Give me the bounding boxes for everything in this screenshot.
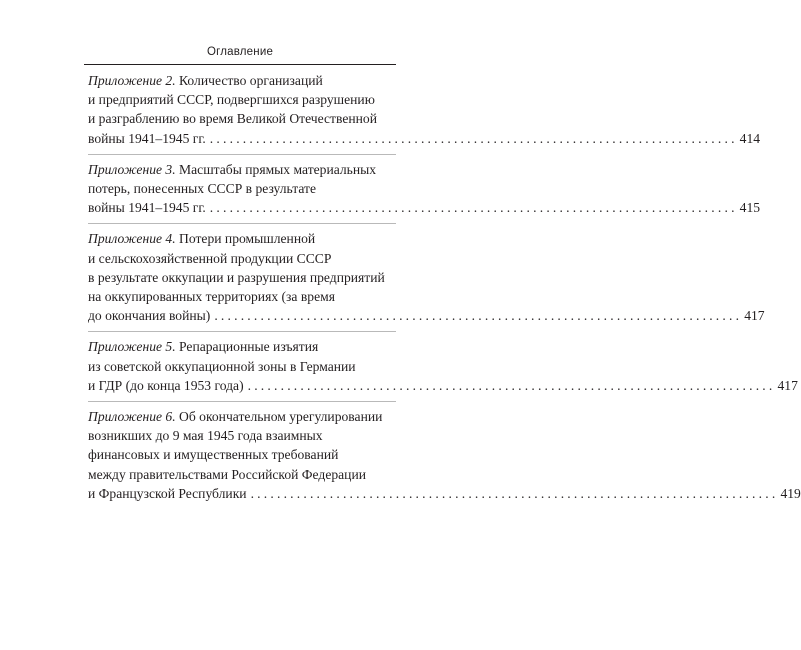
- page-number: 417: [744, 308, 765, 324]
- entry-line: и предприятий СССР, подвергшихся разрушению: [88, 92, 375, 108]
- entry-line: потерь, понесенных СССР в результате: [88, 181, 316, 197]
- entry-title-start: Масштабы прямых материальных: [175, 161, 377, 177]
- appendix-label: Приложение 5.: [88, 339, 176, 355]
- toc-entry-appendix-3[interactable]: [88, 154, 761, 224]
- entry-line: из советской оккупационной зоны в Германии: [88, 358, 356, 374]
- entry-title-end: войны 1941–1945 гг.: [88, 200, 206, 216]
- running-title: Оглавление: [206, 46, 274, 58]
- page-number: 417: [777, 377, 798, 393]
- entry-title-start: Количество организаций: [175, 73, 323, 88]
- entry-line: и разграблению во время Великой Отечественной: [88, 111, 377, 127]
- page-number: 419: [780, 485, 801, 501]
- entry-title-start: Репарационные изъятия: [175, 339, 319, 355]
- toc-entry-appendix-4[interactable]: [88, 223, 765, 331]
- entry-last-line: [88, 129, 761, 148]
- appendix-label: Приложение 3.: [88, 161, 176, 177]
- appendix-label: Приложение 6.: [88, 409, 176, 425]
- dot-leader: ................................................................................: [250, 485, 779, 501]
- header-rule: [84, 64, 396, 65]
- entry-title-end: до окончания войны): [88, 308, 211, 324]
- entry-title-start: Об окончательном урегулировании: [175, 409, 383, 425]
- dot-leader: ................................................................................: [214, 308, 743, 324]
- entry-line: финансовых и имущественных требований: [88, 447, 339, 463]
- entry-title-end: и Французской Республики: [88, 485, 247, 501]
- page-number: 415: [739, 200, 761, 216]
- entry-first-line: [88, 229, 396, 248]
- entry-last-line: [88, 376, 798, 395]
- toc-entry-appendix-6[interactable]: [88, 401, 801, 509]
- entry-title-end: войны 1941–1945 гг.: [88, 130, 206, 146]
- toc-entry-appendix-2[interactable]: [88, 70, 761, 154]
- entry-last-line: [88, 198, 761, 217]
- dot-leader: ................................................................................: [209, 200, 738, 216]
- appendix-label: Приложение 4.: [88, 231, 176, 247]
- entry-first-line: [88, 407, 396, 426]
- dot-leader: ................................................................................: [247, 377, 776, 393]
- entry-line: на оккупированных территориях (за время: [88, 289, 335, 305]
- page-number: 414: [739, 130, 761, 146]
- entry-title-start: Потери промышленной: [175, 231, 316, 247]
- table-of-contents: [88, 70, 801, 509]
- entry-first-line: [88, 160, 396, 179]
- dot-leader: ................................................................................: [209, 130, 738, 146]
- entry-first-line: [88, 337, 396, 356]
- entry-last-line: [88, 306, 765, 325]
- entry-first-line: [88, 71, 396, 90]
- entry-title-end: и ГДР (до конца 1953 года): [88, 377, 244, 393]
- appendix-label: Приложение 2.: [88, 73, 176, 88]
- entry-line: между правительствами Российской Федерации: [88, 466, 367, 482]
- entry-line: возникших до 9 мая 1945 года взаимных: [88, 428, 323, 444]
- entry-line: и сельскохозяйственной продукции СССР: [88, 250, 332, 266]
- toc-entry-appendix-5[interactable]: [88, 331, 798, 401]
- entry-last-line: [88, 484, 801, 503]
- entry-line: в результате оккупации и разрушения предприятий: [88, 269, 385, 285]
